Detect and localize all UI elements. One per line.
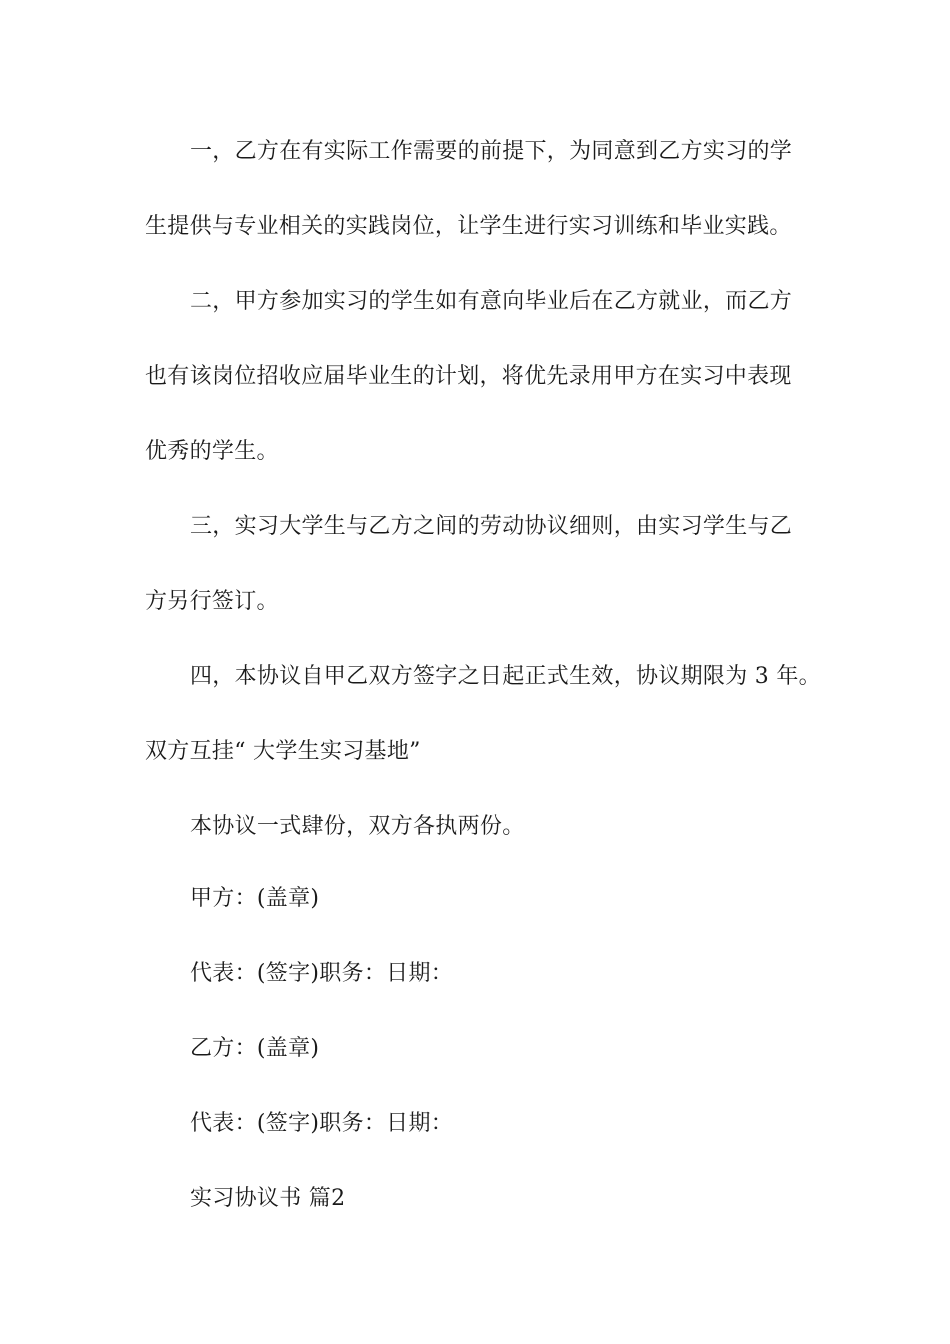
clause-one-line-2: 生提供与专业相关的实践岗位，让学生进行实习训练和毕业实践。 xyxy=(145,214,792,239)
clause-four-line-1: 四，本协议自甲乙双方签字之日起正式生效，协议期限为 3 年。 xyxy=(190,664,821,689)
party-a-representative: 代表：(签字)职务：日期： xyxy=(190,961,454,986)
clause-one-line-1: 一，乙方在有实际工作需要的前提下，为同意到乙方实习的学 xyxy=(190,139,793,164)
clause-four-line-2: 双方互挂“ 大学生实习基地” xyxy=(145,739,421,764)
section-heading: 实习协议书 篇2 xyxy=(190,1186,346,1211)
clause-two-line-3: 优秀的学生。 xyxy=(145,439,279,464)
party-a-seal: 甲方：(盖章) xyxy=(190,886,320,911)
party-b-seal: 乙方：(盖章) xyxy=(190,1036,320,1061)
copies-statement: 本协议一式肆份，双方各执两份。 xyxy=(190,814,525,839)
clause-three-line-2: 方另行签订。 xyxy=(145,589,279,614)
clause-two-line-2: 也有该岗位招收应届毕业生的计划，将优先录用甲方在实习中表现 xyxy=(145,364,792,389)
clause-three-line-1: 三，实习大学生与乙方之间的劳动协议细则，由实习学生与乙 xyxy=(190,514,793,539)
clause-two-line-1: 二，甲方参加实习的学生如有意向毕业后在乙方就业，而乙方 xyxy=(190,289,793,314)
party-b-representative: 代表：(签字)职务：日期： xyxy=(190,1111,454,1136)
